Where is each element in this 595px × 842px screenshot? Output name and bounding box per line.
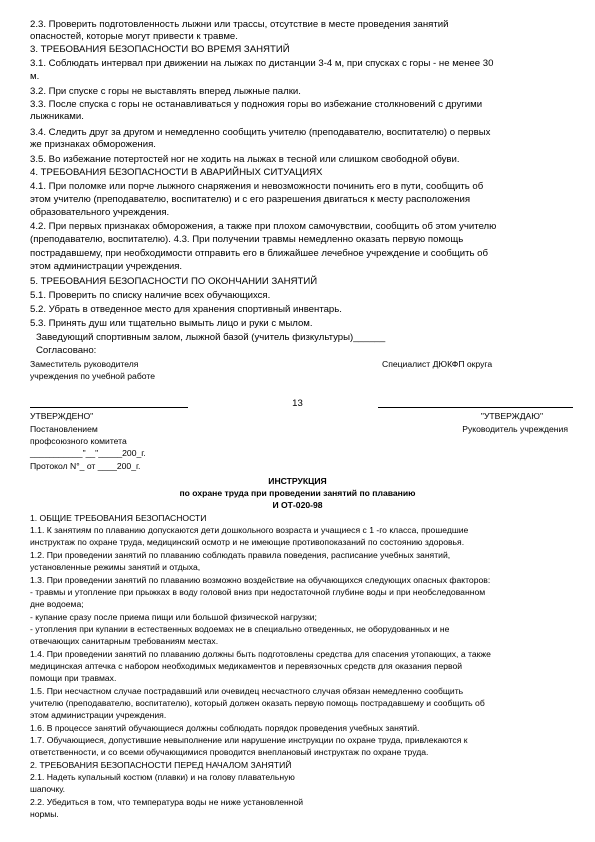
doc2-line: установленные режимы занятий и отдыха, <box>30 562 201 572</box>
separator-right <box>378 407 573 408</box>
doc2-line: 1.6. В процессе занятий обучающиеся должны соблюдать порядок проведения учебных занятий. <box>30 723 420 733</box>
doc1-line: 3.4. Следить друг за другом и немедленно сообщить учителю (преподавателю, воспитателю) о первых <box>30 127 491 138</box>
doc1-line: 3.3. После спуска с горы не останавливаться у подножия горы во избежание столкновений с другими <box>30 99 483 110</box>
doc-title: ИНСТРУКЦИЯ <box>268 476 327 486</box>
doc1-line: опасностей, которые могут привести к травме. <box>30 31 238 42</box>
sign-line: Заведующий спортивным залом, лыжной базой (учитель физкультуры)______ <box>36 332 386 343</box>
doc1-line: 5.3. Принять душ или тщательно вымыть лицо и руки с мылом. <box>30 318 313 329</box>
doc-code: И ОТ-020-98 <box>272 500 323 510</box>
doc1-line: пострадавшему, при необходимости отправить его в ближайшее лечебное учреждение и сообщить об <box>30 248 488 259</box>
committee-label: профсоюзного комитета <box>30 436 127 446</box>
doc2-line: инструктаж по охране труда, медицинский осмотр и не имеющие противопоказаний по состоянию здоровья. <box>30 537 465 547</box>
doc1-line: 3.1. Соблюдать интервал при движении на лыжах по дистанции 3-4 м, при спусках с горы - не менее 30 <box>30 58 494 69</box>
agreed-label: Согласовано: <box>36 345 97 356</box>
doc2-line: 1.3. При проведении занятий по плаванию возможно воздействие на обучающихся следующих опасных факторов: <box>30 575 491 585</box>
doc2-heading: 1. ОБЩИЕ ТРЕБОВАНИЯ БЕЗОПАСНОСТИ <box>30 513 207 523</box>
doc1-line: 5.2. Убрать в отведенное место для хранения спортивный инвентарь. <box>30 304 342 315</box>
deputy-label: учреждения по учебной работе <box>30 371 155 381</box>
doc1-line: м. <box>30 71 40 82</box>
doc1-line: 4.1. При поломке или порче лыжного снаряжения и невозможности починить его в пути, сообщить об <box>30 181 484 192</box>
doc1-line: (преподавателю, воспитателю). 4.3. При получении травмы немедленно оказать первую помощь <box>30 234 464 245</box>
doc1-line: 3.5. Во избежание потертостей ног не ходить на лыжах в тесной или слишком свободной обуви. <box>30 154 460 165</box>
head-label: Руководитель учреждения <box>462 424 568 434</box>
doc1-heading: 3. ТРЕБОВАНИЯ БЕЗОПАСНОСТИ ВО ВРЕМЯ ЗАНЯТИЙ <box>30 44 290 55</box>
doc2-line: 2.1. Надеть купальный костюм (плавки) и на голову плавательную <box>30 772 295 782</box>
doc2-line: учителю (преподавателю, воспитателю), который должен оказать первую помощь пострадавшему и сообщить об <box>30 698 485 708</box>
doc2-line: дне водоема; <box>30 599 84 609</box>
doc1-line: 5.1. Проверить по списку наличие всех обучающихся. <box>30 290 271 301</box>
doc1-line: 4.2. При первых признаках обморожения, а также при плохом самочувствии, сообщить об этом учителю <box>30 221 497 232</box>
doc2-line: шапочку. <box>30 784 66 794</box>
doc2-line: помощи при травмах. <box>30 673 117 683</box>
doc2-line: 2.2. Убедиться в том, что температура воды не ниже установленной <box>30 797 304 807</box>
doc2-line: 1.7. Обучающиеся, допустившие невыполнение или нарушение инструкции по охране труда, привлекаются к <box>30 735 468 745</box>
resolution-label: Постановлением <box>30 424 98 434</box>
approved-right: "УТВЕРЖДАЮ" <box>480 411 543 421</box>
doc2-line: 1.1. К занятиям по плаванию допускаются дети дошкольного возраста и учащиеся с 1 -го класса, прошедшие <box>30 525 469 535</box>
approved-left: УТВЕРЖДЕНО" <box>30 411 94 421</box>
doc1-line: 3.2. При спуске с горы не выставлять вперед лыжные палки. <box>30 86 301 97</box>
doc1-line: же признаках обморожения. <box>30 139 156 150</box>
doc2-line: 1.2. При проведении занятий по плаванию соблюдать правила поведения, расписание учебных занятий, <box>30 550 451 560</box>
doc1-line: 2.3. Проверить подготовленность лыжни или трассы, отсутствие в месте проведения занятий <box>30 19 449 30</box>
doc2-line: 1.5. При несчастном случае пострадавший или очевидец несчастного случая обязан немедленно сообщить <box>30 686 464 696</box>
doc2-line: нормы. <box>30 809 59 819</box>
doc1-heading: 5. ТРЕБОВАНИЯ БЕЗОПАСНОСТИ ПО ОКОНЧАНИИ ЗАНЯТИЙ <box>30 276 318 287</box>
doc2-line: 1.4. При проведении занятий по плаванию должны быть подготовлены средства для спасения утопающих, а также <box>30 649 491 659</box>
specialist-label: Специалист ДЮКФП округа <box>382 359 493 369</box>
doc1-line: этом учителю (преподавателю, воспитателю) и с его разрешения двигаться к месту расположения <box>30 194 471 205</box>
date-line: ___________"__"_____200_г. <box>30 448 146 458</box>
doc2-line: этом администрации учреждения. <box>30 710 167 720</box>
doc1-line: образовательного учреждения. <box>30 207 170 218</box>
doc1-line: этом администрации учреждения. <box>30 261 183 272</box>
page-number: 13 <box>292 398 303 409</box>
doc2-line: медицинская аптечка с набором необходимых медикаментов и перевязочных средств для оказания первой <box>30 661 463 671</box>
doc1-line: лыжниками. <box>30 111 84 122</box>
doc2-line: ответственности, и со всеми обучающимися проводится внеплановый инструктаж по охране труда. <box>30 747 429 757</box>
doc1-heading: 4. ТРЕБОВАНИЯ БЕЗОПАСНОСТИ В АВАРИЙНЫХ СИТУАЦИЯХ <box>30 167 323 178</box>
doc2-line: отвечающих санитарным требованиям местах. <box>30 636 219 646</box>
doc2-line: - утопления при купании в естественных водоемах не в специально отведенных, не оборудованных и не <box>30 624 450 634</box>
doc2-heading: 2. ТРЕБОВАНИЯ БЕЗОПАСНОСТИ ПЕРЕД НАЧАЛОМ ЗАНЯТИЙ <box>30 760 292 770</box>
doc2-line: - травмы и утопление при прыжках в воду головой вниз при недостаточной глубине воды и при необследованном <box>30 587 486 597</box>
separator-left <box>30 407 188 408</box>
doc2-line: - купание сразу после приема пищи или большой физической нагрузки; <box>30 612 317 622</box>
protocol-line: Протокол N°_ от ____200_г. <box>30 461 141 471</box>
doc-subtitle: по охране труда при проведении занятий по плаванию <box>179 488 416 498</box>
deputy-label: Заместитель руководителя <box>30 359 139 369</box>
